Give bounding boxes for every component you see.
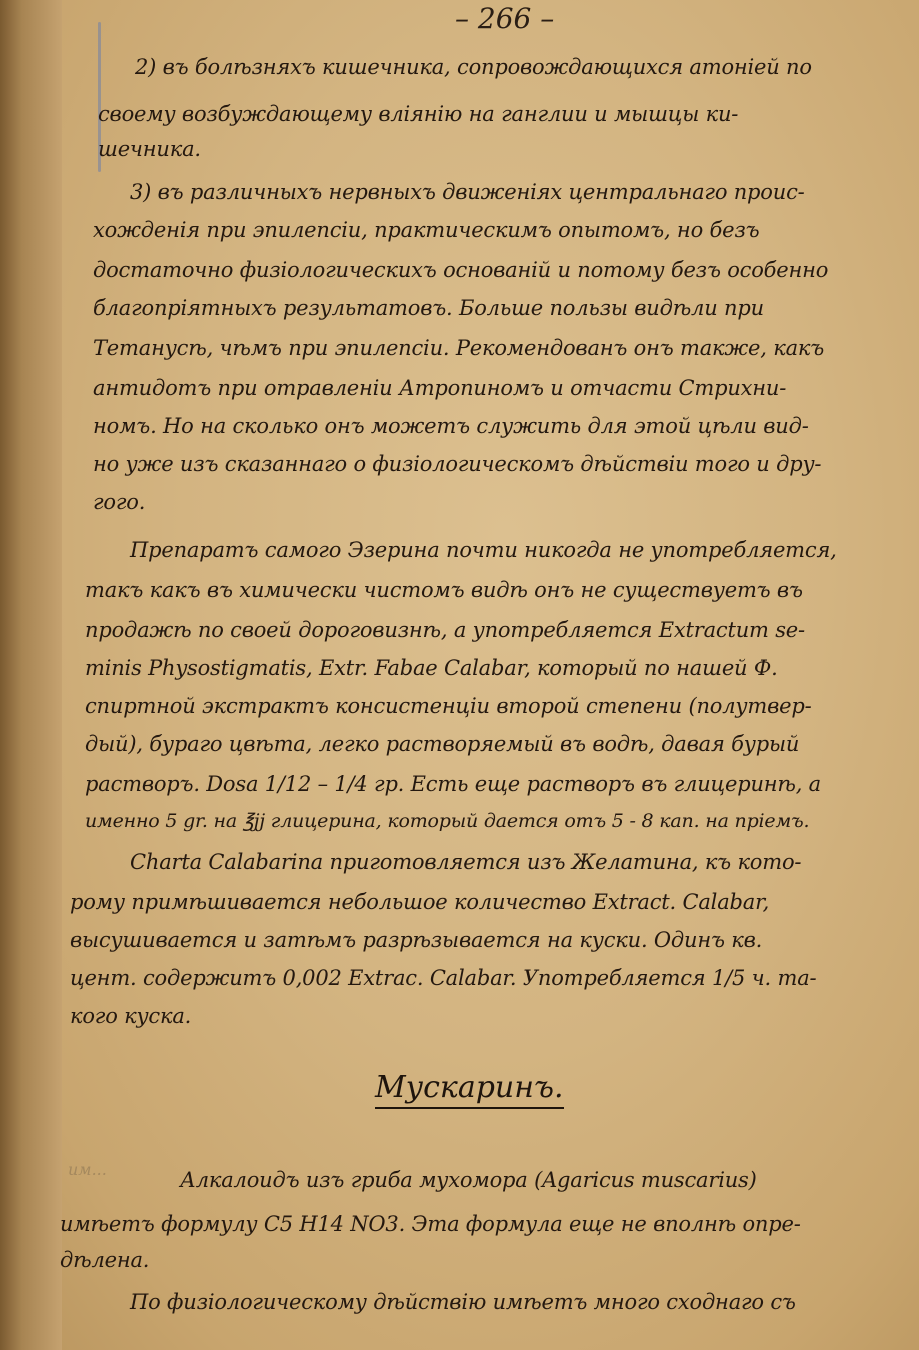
text-line: кого куска. <box>70 1004 192 1028</box>
page-number: – 266 – <box>455 2 555 35</box>
text-line: Препаратъ самого Эзерина почти никогда не употребляется, <box>130 538 837 562</box>
text-line: растворъ. Dosa 1/12 – 1/4 гр. Есть еще растворъ въ глицеринѣ, а <box>85 772 821 796</box>
text-line: номъ. Но на сколько онъ можетъ служить для этой цѣли вид- <box>93 414 809 438</box>
text-line: гого. <box>93 490 146 514</box>
text-line: 3) въ различныхъ нервныхъ движеніях центральнаго проис- <box>130 180 805 204</box>
text-line: продажѣ по своей дороговизнѣ, а употребляется Extractum se- <box>85 618 805 642</box>
text-line: именно 5 gr. на ℥jj глицерина, который дается отъ 5 - 8 кап. на пріемъ. <box>85 810 810 832</box>
text-line: дѣлена. <box>60 1248 150 1272</box>
text-line: хожденія при эпилепсіи, практическимъ опытомъ, но безъ <box>93 218 760 242</box>
text-line: minis Physostigmatis, Extr. Fabae Calabar, который по нашей Ф. <box>85 656 778 680</box>
text-line: Алкалоидъ изъ гриба мухомора (Agaricus muscarius) <box>180 1168 757 1192</box>
text-line: дый), бураго цвѣта, легко растворяемый въ водѣ, давая бурый <box>85 732 800 756</box>
text-line: спиртной экстрактъ консистенціи второй степени (полутвер- <box>85 694 812 718</box>
text-line: рому примѣшивается небольшое количество Extract. Calabar, <box>70 890 770 914</box>
binding-gutter <box>0 0 62 1350</box>
text-line: но уже изъ сказаннаго о физіологическомъ дѣйствіи того и дру- <box>93 452 822 476</box>
text-line: такъ какъ въ химически чистомъ видѣ онъ не существуетъ въ <box>85 578 803 602</box>
text-line: антидотъ при отравленіи Атропиномъ и отчасти Стрихни- <box>93 376 787 400</box>
text-line: шечника. <box>98 137 201 161</box>
text-line: своему возбуждающему вліянію на ганглии и мышцы ки- <box>98 102 739 126</box>
text-line: благопріятныхъ результатовъ. Больше пользы видѣли при <box>93 296 764 320</box>
faint-margin-note: им... <box>68 1160 107 1179</box>
text-line: высушивается и затѣмъ разрѣзывается на куски. Одинъ кв. <box>70 928 763 952</box>
text-line: достаточно физіологическихъ основаній и потому безъ особенно <box>93 258 829 282</box>
text-line: По физіологическому дѣйствію имѣетъ много сходнаго съ <box>130 1290 796 1314</box>
text-line: 2) въ болѣзняхъ кишечника, сопровождающихся атоніей по <box>135 55 812 79</box>
text-line: Тетанусѣ, чѣмъ при эпилепсіи. Рекомендованъ онъ также, какъ <box>93 336 825 360</box>
text-line: Charta Calabarina приготовляется изъ Желатина, къ кото- <box>130 850 802 874</box>
text-line: имѣетъ формулу C5 H14 NO3. Эта формула еще не вполнѣ опре- <box>60 1212 801 1236</box>
text-line: цент. содержитъ 0,002 Extrac. Calabar. Употребляется 1/5 ч. та- <box>70 966 817 990</box>
section-heading: Мускаринъ. <box>375 1070 564 1109</box>
